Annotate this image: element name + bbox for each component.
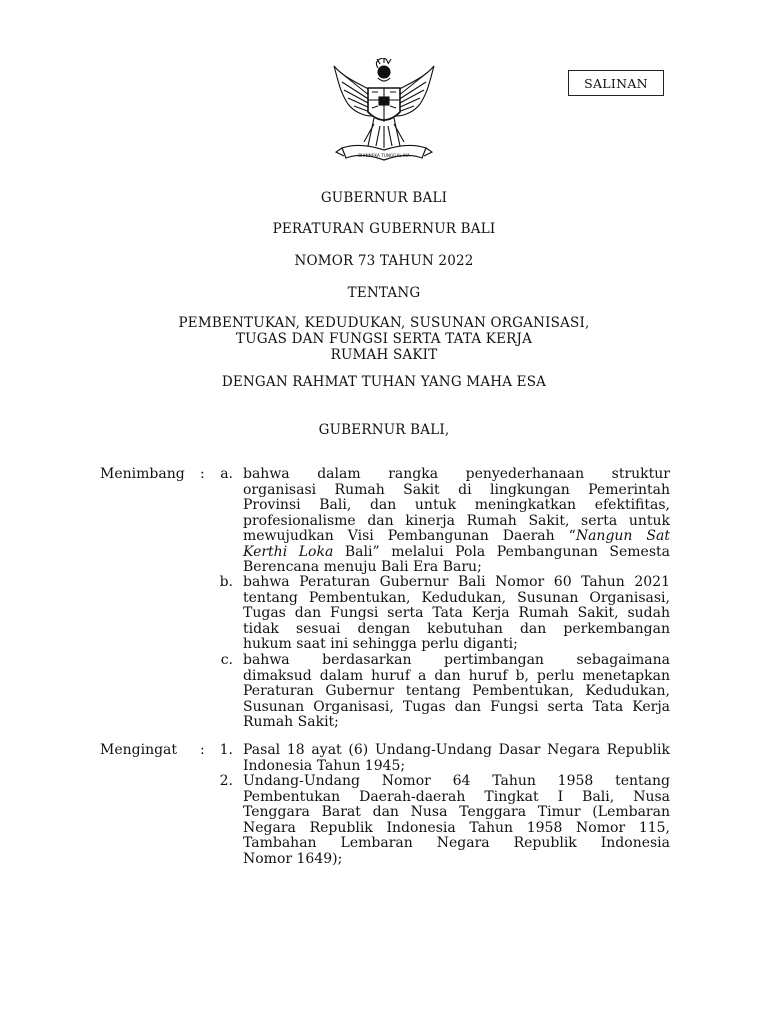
mengingat-item-2: [243, 774, 670, 867]
text-line: Tenggara Barat dan Nusa Tenggara Timur (Lembaran: [243, 804, 670, 820]
text-line: Provinsi Bali, dan untuk meningkatkan efektifitas,: [243, 497, 670, 513]
salinan-stamp: SALINAN: [568, 70, 664, 96]
menimbang-colon: :: [200, 466, 205, 482]
text-line: profesionalisme dan kinerja Rumah Sakit, serta untuk: [243, 512, 670, 529]
item-marker: 2.: [219, 773, 233, 789]
text-line: hukum saat ini sehingga perlu diganti;: [243, 636, 518, 652]
text-line: Pembentukan Daerah-daerah Tingkat I Bali, Nusa: [243, 788, 670, 805]
text-line: Kerthi Loka Bali” melalui Pola Pembangunan Semesta: [243, 543, 671, 560]
blessing-line: DENGAN RAHMAT TUHAN YANG MAHA ESA: [221, 374, 547, 390]
menimbang-label: Menimbang: [100, 466, 185, 482]
text-line: mewujudkan Visi Pembangunan Daerah “Nangun Sat: [243, 528, 670, 544]
text-line: Pasal 18 ayat (6) Undang-Undang Dasar Negara Republik: [243, 742, 670, 758]
text-line: Undang-Undang Nomor 64 Tahun 1958 tentang: [243, 773, 670, 789]
text-line: Rumah Sakit;: [243, 714, 339, 730]
text-line: Indonesia Tahun 1945;: [243, 757, 406, 774]
item-marker: b.: [219, 574, 233, 590]
text-line: Tambahan Lembaran Negara Republik Indonesia: [243, 835, 670, 851]
menimbang-item-a: [243, 467, 670, 576]
item-marker: a.: [220, 466, 233, 482]
text-line: dimaksud dalam huruf a dan huruf b, perlu menetapkan: [243, 667, 670, 684]
about-heading: TENTANG: [347, 285, 421, 301]
menimbang-item-b: [243, 575, 670, 653]
text-line: tidak sesuai dengan kebutuhan dan perkembangan: [243, 620, 670, 637]
text-line: bahwa berdasarkan pertimbangan sebagaimana: [243, 652, 670, 668]
regulation-title: [0, 315, 768, 363]
regulation-title-line: TUGAS DAN FUNGSI SERTA TATA KERJA: [235, 331, 533, 347]
emblem-motto: BHINNEKA TUNGGAL IKA: [358, 153, 410, 158]
item-marker: 1.: [219, 742, 233, 758]
text-line: Susunan Organisasi, Tugas dan Fungsi serta Tata Kerja: [243, 698, 670, 715]
text-line: Berencana menuju Bali Era Baru;: [243, 559, 482, 575]
text-line: Tugas dan Fungsi serta Tata Kerja Rumah Sakit, sudah: [243, 605, 670, 621]
regulation-type-heading: PERATURAN GUBERNUR BALI: [272, 221, 496, 237]
regulation-title-line: RUMAH SAKIT: [330, 347, 438, 363]
mengingat-item-1: [243, 743, 670, 774]
menimbang-item-c: [243, 653, 670, 731]
text-line: Negara Republik Indonesia Tahun 1958 Nomor 115,: [243, 819, 670, 836]
text-line: tentang Pembentukan, Kedudukan, Susunan Organisasi,: [243, 589, 670, 606]
regulation-number: NOMOR 73 TAHUN 2022: [294, 253, 474, 269]
text-line: organisasi Rumah Sakit di lingkungan Pemerintah: [243, 481, 670, 498]
regulation-title-line: PEMBENTUKAN, KEDUDUKAN, SUSUNAN ORGANISASI,: [178, 315, 590, 331]
garuda-emblem-icon: [330, 58, 438, 170]
text-line: bahwa Peraturan Gubernur Bali Nomor 60 Tahun 2021: [243, 574, 670, 590]
text-line: Nomor 1649);: [243, 850, 343, 867]
issuer-heading: GUBERNUR BALI: [320, 190, 448, 206]
mengingat-colon: :: [200, 742, 205, 758]
text-line: bahwa dalam rangka penyederhanaan struktur: [243, 466, 670, 482]
mengingat-label: Mengingat: [100, 742, 178, 758]
text-line: Peraturan Gubernur tentang Pembentukan, Kedudukan,: [243, 683, 670, 699]
authority-line: GUBERNUR BALI,: [318, 422, 450, 438]
item-marker: c.: [220, 652, 233, 668]
